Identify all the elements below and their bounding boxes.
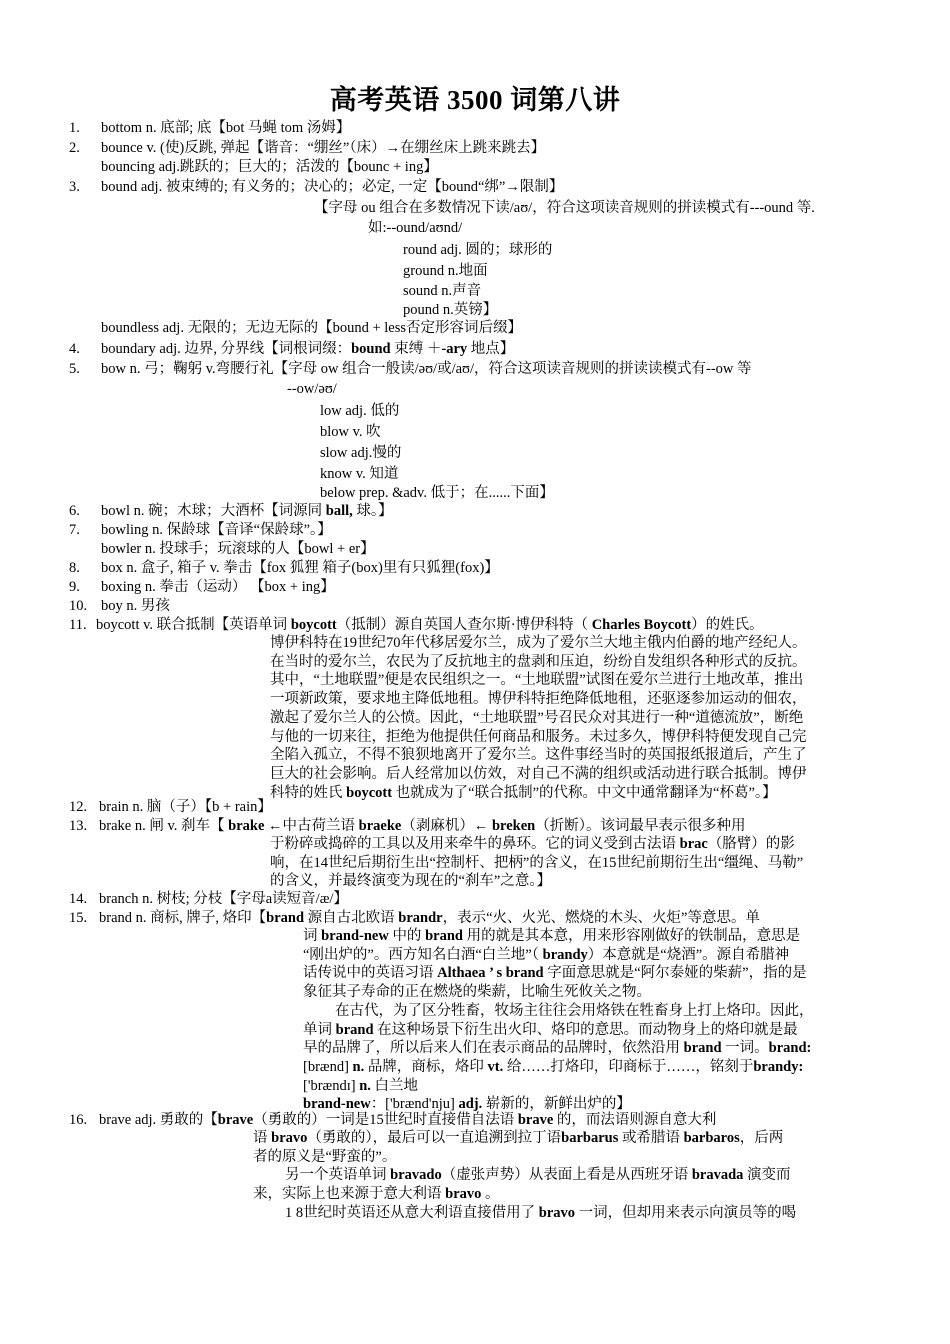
example-word: slow adj.慢的 (320, 445, 402, 461)
entry-brake: brake n. 闸 v. 刹车【 brake ←中古荷兰语 braeke（剥麻机）← breken（折断）。该词最早表示很多种用 (99, 818, 746, 834)
brave-etymology: 语 bravo（勇敢的），最后可以一直追溯到拉丁语barbarus 或希腊语 barbaros，后两 者的原义是“野蛮的”。 另一个英语单词 bravado（虚张声势）从表面上看是从西班牙语 bravada 演变而 来，实际上也来源于意大利语 bravo 。 1 8世纪时英语还从意大利语直接借用了 bravo 一词，但却用来表示向演员等的喝 (253, 1130, 797, 1221)
entry-brain: brain n. 脑（子）【b + rain】 (99, 799, 272, 815)
entry-bow: bow n. 弓；鞠躬 v.弯腰行礼【字母 ow 组合一般读/əʊ/或/aʊ/，符合这项读音规则的拼读读模式有--ow 等 (101, 361, 752, 377)
entry-boycott: boycott v. 联合抵制【英语单词 boycott（抵制）源自英国人查尔斯·博伊科特（ Charles Boycott）的姓氏。 (96, 617, 764, 633)
example-word: pound n.英镑】 (403, 302, 498, 318)
brand-etymology: 词 brand-new 中的 brand 用的就是其本意，用来形容刚做好的铁制品，意思是 “刚出炉的”。西方知名白酒“白兰地”（ brandy）本意就是“烧酒”。源自希腊神 话传说中的英语习语 Althaea ’ s brand 字面意思就是“阿尔泰娅的柴薪”，指的是 象征其子寿命的正在燃烧的柴薪，比喻生死攸关之物。 在古代，为了区分牲畜，牧场主往往会用烙铁在牲畜身上打上烙印。因此， 单词 brand 在这种场景下衍生出火印、烙印的意思。而动物身上的烙印就是最 早的品牌了，所以后来人们在表示商品的品牌时，依然沿用 brand 一词。brand: [brænd] n. 品牌，商标，烙印 vt. 给……打烙印，印商标于……，铭刻于brandy: ['brændɪ] n. 白兰地 brand-new：['brænd'nju] adj. 崭新的，新鲜出炉的】 (303, 928, 814, 1113)
entry-bowl: bowl n. 碗；木球；大酒杯【词源同 ball, 球。】 (101, 503, 393, 519)
bound-phonics-note: 【字母 ou 组合在多数情况下读/aʊ/，符合这项读音规则的拼读模式有---ound 等. (314, 200, 815, 216)
bow-phonics-pattern: --ow/əʊ/ (287, 381, 337, 397)
page-title: 高考英语 3500 词第八讲 (329, 85, 621, 115)
entry-bowler: bowler n. 投球手；玩滚球的人【bowl + er】 (101, 541, 375, 557)
entry-boundless: boundless adj. 无限的；无边无际的【bound + less否定形容词后缀】 (101, 320, 523, 336)
entry-number: 12. (69, 799, 88, 815)
entry-number: 10. (69, 598, 88, 614)
example-word: blow v. 吹 (320, 424, 381, 440)
example-word: low adj. 低的 (320, 403, 400, 419)
boycott-etymology: 博伊科特在19世纪70年代移居爱尔兰，成为了爱尔兰大地主俄内伯爵的地产经纪人。 在当时的爱尔兰，农民为了反抗地主的盘剥和压迫，纷纷自发组织各种形式的反抗。 其中，“土地联盟”便是农民组织之一。“土地联盟”试图在爱尔兰进行土地改革，推出 一项新政策，要求地主降低地租。博伊科特拒绝降低地租，还驱逐参加运动的佃农， 激起了爱尔兰人的公愤。因此，“土地联盟”号召民众对其进行一种“道德流放”，断绝 与他的一切来往，拒绝为他提供任何商品和服务。未过多久，博伊科特便发现自己完 全陷入孤立，不得不狼狈地离开了爱尔兰。这件事经当时的英国报纸报道后，产生了 巨大的社会影响。后人经常加以仿效，对自己不满的组织或活动进行联合抵制。博伊 科特的姓氏 boycott 也就成为了“联合抵制”的代称。中文中通常翻译为“杯葛”。】 (270, 635, 807, 801)
entry-box: box n. 盒子, 箱子 v. 拳击【fox 狐狸 箱子(box)里有只狐狸(fox)】 (101, 560, 499, 576)
entry-number: 14. (69, 891, 88, 907)
brake-etymology: 于粉碎或捣碎的工具以及用来牵牛的鼻环。它的词义受到古法语 brac（胳臂）的影 响，在14世纪后期衍生出“控制杆、把柄”的含义，在15世纪前期衍生出“缰绳、马勒” 的含义，并最终演变为现在的“刹车”之意。】 (270, 836, 804, 890)
example-word: ground n.地面 (403, 263, 488, 279)
entry-branch: branch n. 树枝; 分枝【字母a读短音/æ/】 (99, 891, 348, 907)
example-word: sound n.声音 (403, 283, 482, 299)
entry-bowling: bowling n. 保龄球【音译“保龄球”。】 (101, 522, 332, 538)
entry-number: 3. (69, 179, 80, 195)
entry-number: 2. (69, 140, 80, 156)
example-word: below prep. &adv. 低于；在......下面】 (320, 485, 554, 501)
entry-number: 6. (69, 503, 80, 519)
entry-number: 16. (69, 1112, 88, 1128)
entry-number: 15. (69, 910, 88, 926)
entry-number: 5. (69, 361, 80, 377)
entry-number: 1. (69, 120, 80, 136)
entry-number: 4. (69, 341, 80, 357)
example-word: know v. 知道 (320, 466, 399, 482)
entry-bottom: bottom n. 底部; 底【bot 马蝇 tom 汤姆】 (101, 120, 351, 136)
example-word: round adj. 圆的；球形的 (403, 242, 553, 258)
entry-number: 13. (69, 818, 88, 834)
entry-brand: brand n. 商标, 牌子, 烙印【brand 源自古北欧语 brandr，表示“火、火光、燃烧的木头、火炬”等意思。单 (99, 910, 760, 926)
entry-brave: brave adj. 勇敢的【brave（勇敢的）一词是15世纪时直接借自法语 brave 的，而法语则源自意大利 (99, 1112, 717, 1128)
entry-number: 7. (69, 522, 80, 538)
entry-bouncing: bouncing adj.跳跃的；巨大的；活泼的【bounc + ing】 (101, 159, 438, 175)
bound-phonics-pattern: 如:--ound/aʊnd/ (368, 220, 463, 236)
entry-boy: boy n. 男孩 (101, 598, 170, 614)
entry-boxing: boxing n. 拳击（运动） 【box + ing】 (101, 579, 335, 595)
entry-number: 9. (69, 579, 80, 595)
entry-bounce: bounce v. (使)反跳, 弹起【谐音：“绷丝”（床）→在绷丝床上跳来跳去】 (101, 140, 546, 156)
entry-number: 8. (69, 560, 80, 576)
entry-boundary: boundary adj. 边界, 分界线【词根词缀：bound 束缚 ＋-ary 地点】 (101, 341, 515, 357)
entry-number: 11. (69, 617, 87, 633)
entry-bound: bound adj. 被束缚的; 有义务的；决心的；必定, 一定【bound“绑”→限制】 (101, 179, 564, 195)
